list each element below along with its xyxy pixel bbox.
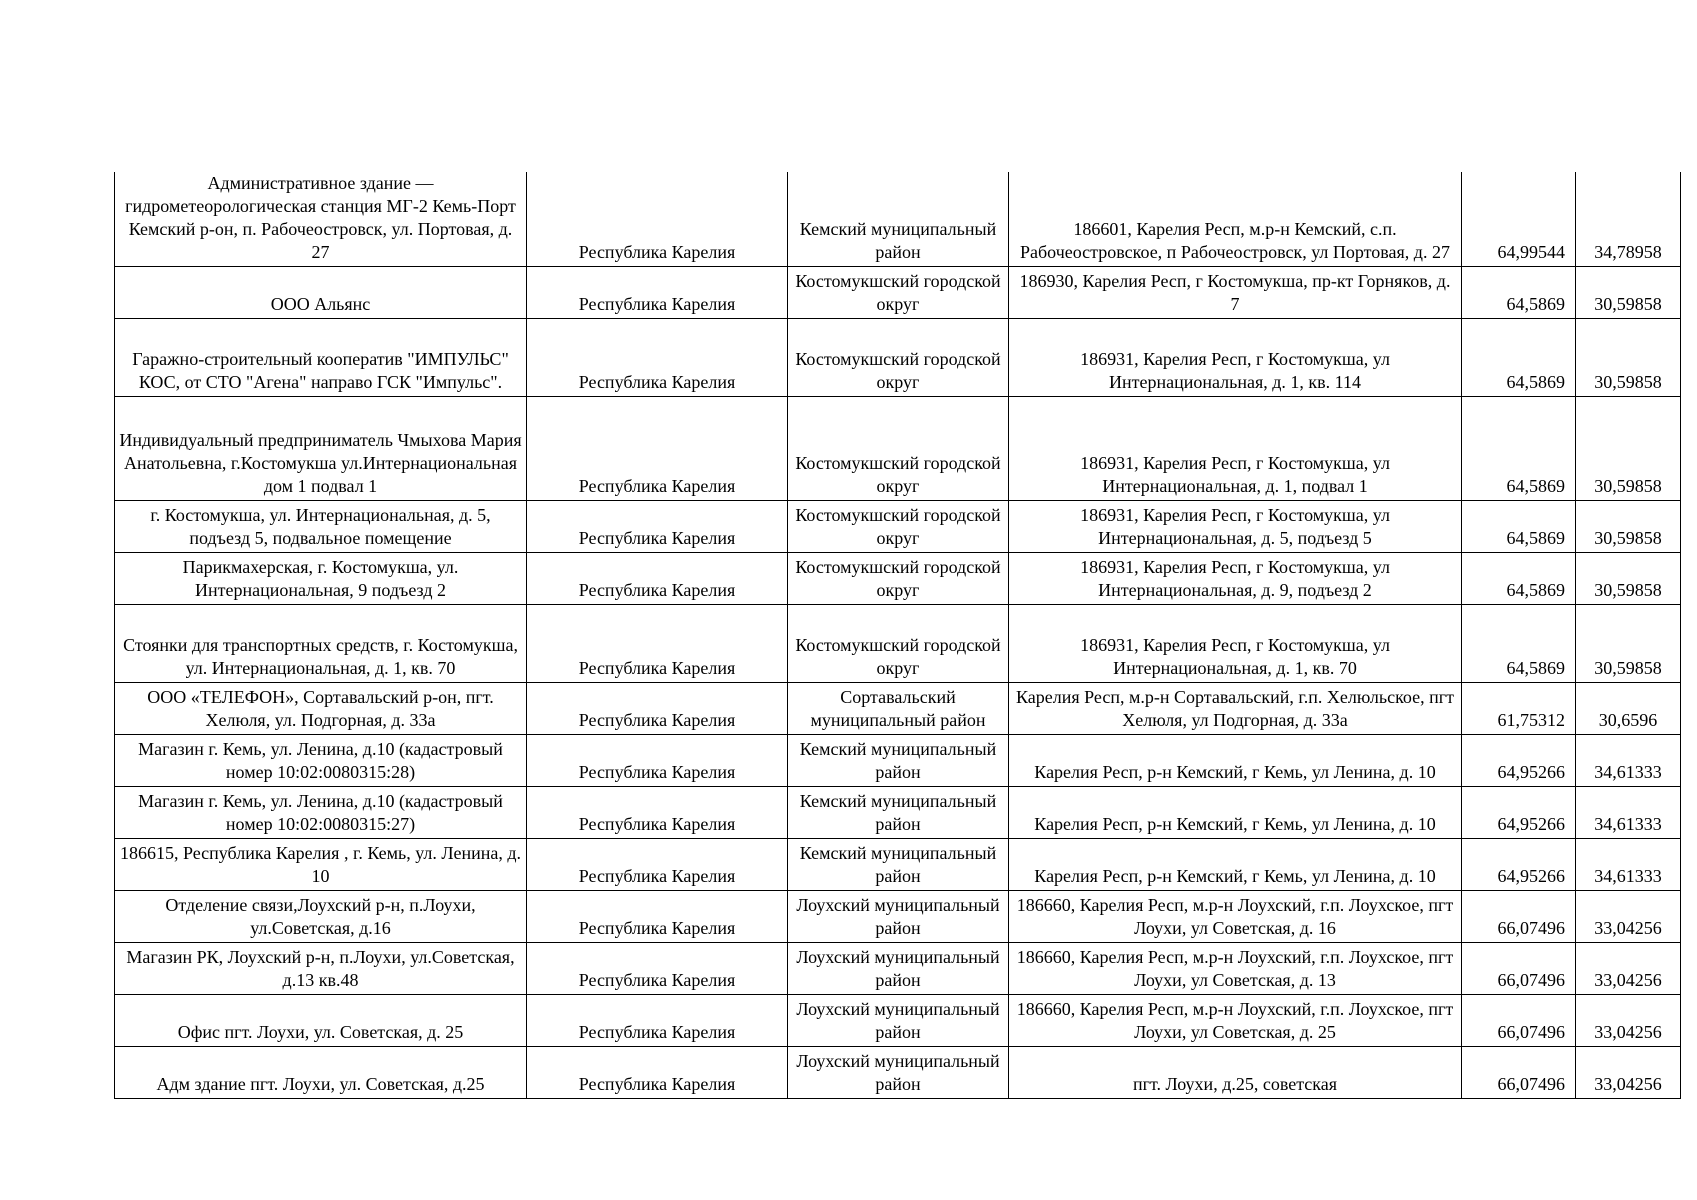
district-cell: Костомукшский городской округ bbox=[788, 501, 1009, 553]
longitude-cell: 34,61333 bbox=[1576, 839, 1681, 891]
longitude-cell: 34,61333 bbox=[1576, 735, 1681, 787]
latitude-cell: 64,95266 bbox=[1462, 787, 1576, 839]
latitude-cell: 64,5869 bbox=[1462, 267, 1576, 319]
longitude-cell: 30,59858 bbox=[1576, 397, 1681, 501]
district-cell: Лоухский муниципальный район bbox=[788, 943, 1009, 995]
district-cell: Костомукшский городской округ bbox=[788, 319, 1009, 397]
address-cell: 186931, Карелия Респ, г Костомукша, ул Интернациональная, д. 5, подъезд 5 bbox=[1009, 501, 1462, 553]
latitude-cell: 64,5869 bbox=[1462, 605, 1576, 683]
object-name-cell: ООО Альянс bbox=[115, 267, 527, 319]
region-cell: Республика Карелия bbox=[527, 267, 788, 319]
region-cell: Республика Карелия bbox=[527, 553, 788, 605]
region-cell: Республика Карелия bbox=[527, 787, 788, 839]
longitude-cell: 34,61333 bbox=[1576, 787, 1681, 839]
objects-table bbox=[114, 172, 1681, 1099]
district-cell: Лоухский муниципальный район bbox=[788, 995, 1009, 1047]
longitude-cell: 33,04256 bbox=[1576, 1047, 1681, 1099]
latitude-cell: 64,95266 bbox=[1462, 735, 1576, 787]
region-cell: Республика Карелия bbox=[527, 995, 788, 1047]
object-name-cell: 186615, Республика Карелия , г. Кемь, ул. Ленина, д. 10 bbox=[115, 839, 527, 891]
region-cell: Республика Карелия bbox=[527, 683, 788, 735]
object-name-cell: Административное здание — гидрометеорологическая станция МГ-2 Кемь-Порт Кемский р-он, п. Рабочеостровск, ул. Портовая, д. 27 bbox=[115, 172, 527, 267]
latitude-cell: 66,07496 bbox=[1462, 995, 1576, 1047]
latitude-cell: 64,5869 bbox=[1462, 397, 1576, 501]
district-cell: Лоухский муниципальный район bbox=[788, 891, 1009, 943]
longitude-cell: 30,6596 bbox=[1576, 683, 1681, 735]
table-row bbox=[115, 397, 1681, 501]
region-cell: Республика Карелия bbox=[527, 891, 788, 943]
table-row bbox=[115, 839, 1681, 891]
district-cell: Кемский муниципальный район bbox=[788, 172, 1009, 267]
latitude-cell: 61,75312 bbox=[1462, 683, 1576, 735]
region-cell: Республика Карелия bbox=[527, 319, 788, 397]
object-name-cell: Магазин г. Кемь, ул. Ленина, д.10 (кадастровый номер 10:02:0080315:27) bbox=[115, 787, 527, 839]
longitude-cell: 33,04256 bbox=[1576, 943, 1681, 995]
latitude-cell: 64,5869 bbox=[1462, 553, 1576, 605]
district-cell: Сортавальский муниципальный район bbox=[788, 683, 1009, 735]
table-row bbox=[115, 891, 1681, 943]
address-cell: пгт. Лоухи, д.25, советская bbox=[1009, 1047, 1462, 1099]
table-row bbox=[115, 605, 1681, 683]
district-cell: Кемский муниципальный район bbox=[788, 787, 1009, 839]
table-row bbox=[115, 172, 1681, 267]
address-cell: 186660, Карелия Респ, м.р-н Лоухский, г.п. Лоухское, пгт Лоухи, ул Советская, д. 25 bbox=[1009, 995, 1462, 1047]
address-cell: 186660, Карелия Респ, м.р-н Лоухский, г.п. Лоухское, пгт Лоухи, ул Советская, д. 13 bbox=[1009, 943, 1462, 995]
table-row bbox=[115, 501, 1681, 553]
address-cell: 186931, Карелия Респ, г Костомукша, ул Интернациональная, д. 9, подъезд 2 bbox=[1009, 553, 1462, 605]
table-row bbox=[115, 1047, 1681, 1099]
district-cell: Костомукшский городской округ bbox=[788, 267, 1009, 319]
table-row bbox=[115, 995, 1681, 1047]
address-cell: 186601, Карелия Респ, м.р-н Кемский, с.п. Рабочеостровское, п Рабочеостровск, ул Портовая, д. 27 bbox=[1009, 172, 1462, 267]
region-cell: Республика Карелия bbox=[527, 501, 788, 553]
address-cell: 186931, Карелия Респ, г Костомукша, ул Интернациональная, д. 1, кв. 70 bbox=[1009, 605, 1462, 683]
latitude-cell: 66,07496 bbox=[1462, 1047, 1576, 1099]
object-name-cell: Магазин г. Кемь, ул. Ленина, д.10 (кадастровый номер 10:02:0080315:28) bbox=[115, 735, 527, 787]
object-name-cell: Отделение связи,Лоухский р-н, п.Лоухи, ул.Советская, д.16 bbox=[115, 891, 527, 943]
address-cell: 186660, Карелия Респ, м.р-н Лоухский, г.п. Лоухское, пгт Лоухи, ул Советская, д. 16 bbox=[1009, 891, 1462, 943]
district-cell: Костомукшский городской округ bbox=[788, 553, 1009, 605]
longitude-cell: 30,59858 bbox=[1576, 605, 1681, 683]
object-name-cell: Магазин РК, Лоухский р-н, п.Лоухи, ул.Советская, д.13 кв.48 bbox=[115, 943, 527, 995]
region-cell: Республика Карелия bbox=[527, 605, 788, 683]
latitude-cell: 64,99544 bbox=[1462, 172, 1576, 267]
region-cell: Республика Карелия bbox=[527, 735, 788, 787]
latitude-cell: 66,07496 bbox=[1462, 943, 1576, 995]
latitude-cell: 64,5869 bbox=[1462, 501, 1576, 553]
table-row bbox=[115, 683, 1681, 735]
longitude-cell: 33,04256 bbox=[1576, 891, 1681, 943]
district-cell: Кемский муниципальный район bbox=[788, 839, 1009, 891]
address-cell: Карелия Респ, м.р-н Сортавальский, г.п. Хелюльское, пгт Хелюля, ул Подгорная, д. 33а bbox=[1009, 683, 1462, 735]
table-row bbox=[115, 735, 1681, 787]
table-row bbox=[115, 787, 1681, 839]
longitude-cell: 30,59858 bbox=[1576, 553, 1681, 605]
object-name-cell: Гаражно-строительный кооператив "ИМПУЛЬС" КОС, от СТО "Агена" направо ГСК "Импульс". bbox=[115, 319, 527, 397]
district-cell: Костомукшский городской округ bbox=[788, 605, 1009, 683]
region-cell: Республика Карелия bbox=[527, 1047, 788, 1099]
longitude-cell: 30,59858 bbox=[1576, 501, 1681, 553]
object-name-cell: Офис пгт. Лоухи, ул. Советская, д. 25 bbox=[115, 995, 527, 1047]
latitude-cell: 64,5869 bbox=[1462, 319, 1576, 397]
district-cell: Лоухский муниципальный район bbox=[788, 1047, 1009, 1099]
region-cell: Республика Карелия bbox=[527, 839, 788, 891]
address-cell: Карелия Респ, р-н Кемский, г Кемь, ул Ленина, д. 10 bbox=[1009, 839, 1462, 891]
object-name-cell: Стоянки для транспортных средств, г. Костомукша, ул. Интернациональная, д. 1, кв. 70 bbox=[115, 605, 527, 683]
object-name-cell: Парикмахерская, г. Костомукша, ул. Интернациональная, 9 подъезд 2 bbox=[115, 553, 527, 605]
table-body bbox=[115, 172, 1681, 1099]
latitude-cell: 66,07496 bbox=[1462, 891, 1576, 943]
address-cell: 186931, Карелия Респ, г Костомукша, ул Интернациональная, д. 1, кв. 114 bbox=[1009, 319, 1462, 397]
object-name-cell: г. Костомукша, ул. Интернациональная, д. 5, подъезд 5, подвальное помещение bbox=[115, 501, 527, 553]
district-cell: Костомукшский городской округ bbox=[788, 397, 1009, 501]
region-cell: Республика Карелия bbox=[527, 172, 788, 267]
longitude-cell: 30,59858 bbox=[1576, 319, 1681, 397]
district-cell: Кемский муниципальный район bbox=[788, 735, 1009, 787]
longitude-cell: 30,59858 bbox=[1576, 267, 1681, 319]
address-cell: 186930, Карелия Респ, г Костомукша, пр-кт Горняков, д. 7 bbox=[1009, 267, 1462, 319]
object-name-cell: ООО «ТЕЛЕФОН», Сортавальский р-он, пгт. Хелюля, ул. Подгорная, д. 33а bbox=[115, 683, 527, 735]
region-cell: Республика Карелия bbox=[527, 943, 788, 995]
table-row bbox=[115, 319, 1681, 397]
address-cell: Карелия Респ, р-н Кемский, г Кемь, ул Ленина, д. 10 bbox=[1009, 787, 1462, 839]
object-name-cell: Индивидуальный предприниматель Чмыхова Мария Анатольевна, г.Костомукша ул.Интернациональная дом 1 подвал 1 bbox=[115, 397, 527, 501]
table-row bbox=[115, 943, 1681, 995]
object-name-cell: Адм здание пгт. Лоухи, ул. Советская, д.25 bbox=[115, 1047, 527, 1099]
longitude-cell: 33,04256 bbox=[1576, 995, 1681, 1047]
region-cell: Республика Карелия bbox=[527, 397, 788, 501]
table-row bbox=[115, 553, 1681, 605]
latitude-cell: 64,95266 bbox=[1462, 839, 1576, 891]
table-row bbox=[115, 267, 1681, 319]
longitude-cell: 34,78958 bbox=[1576, 172, 1681, 267]
address-cell: Карелия Респ, р-н Кемский, г Кемь, ул Ленина, д. 10 bbox=[1009, 735, 1462, 787]
address-cell: 186931, Карелия Респ, г Костомукша, ул Интернациональная, д. 1, подвал 1 bbox=[1009, 397, 1462, 501]
